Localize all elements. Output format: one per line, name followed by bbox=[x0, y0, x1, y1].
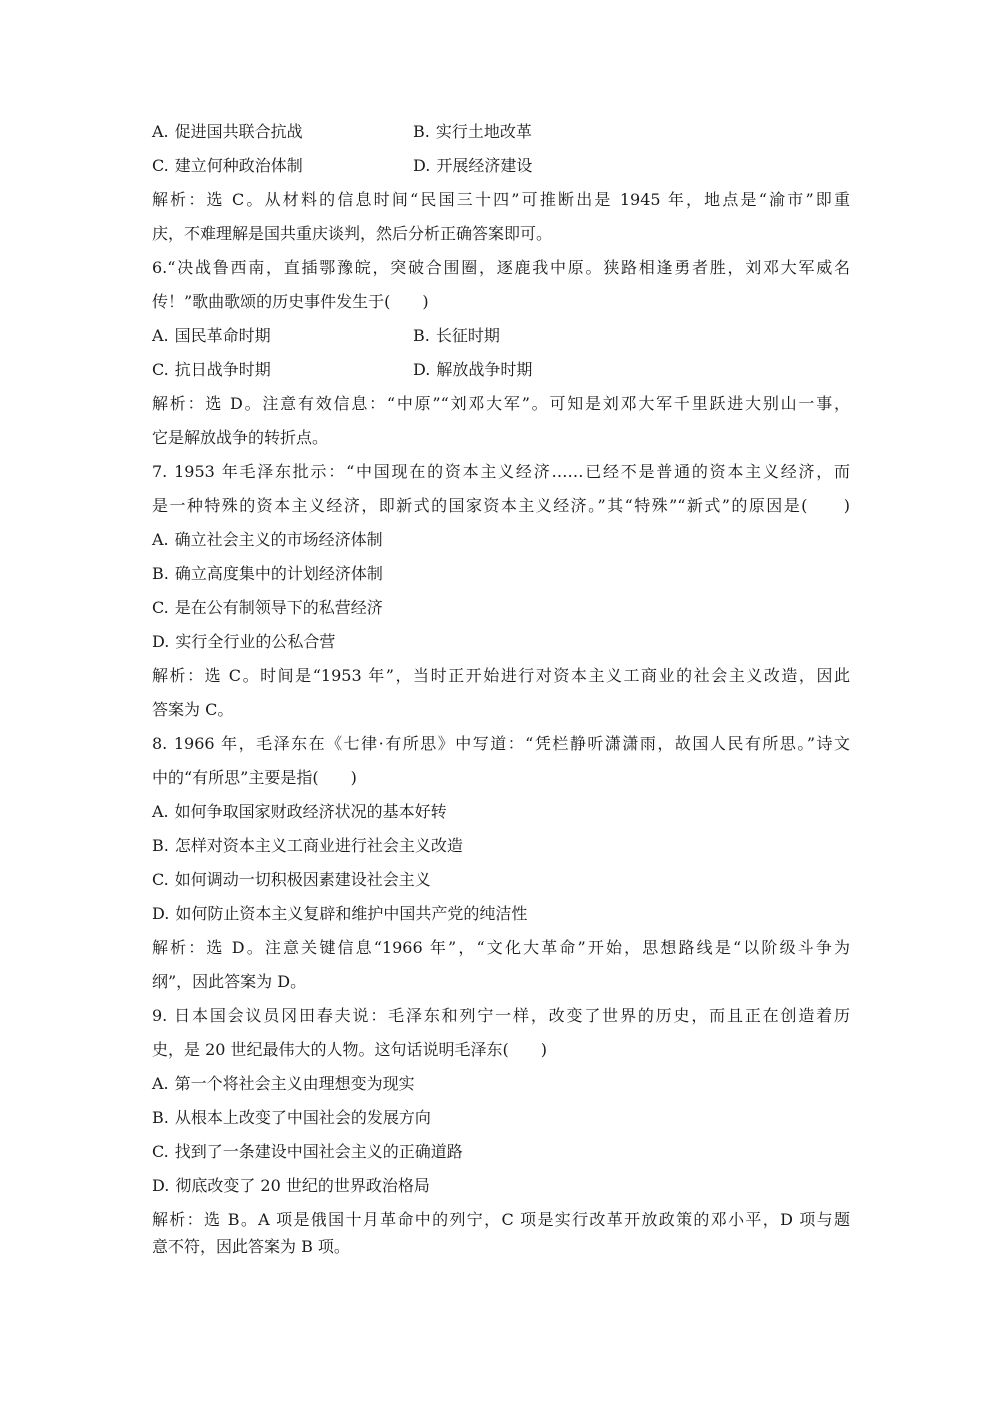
options-row bbox=[152, 322, 850, 356]
question-7 bbox=[152, 458, 850, 730]
question-5 bbox=[152, 118, 850, 254]
options-row bbox=[152, 152, 850, 186]
analysis-line: 解析：选 C。从材料的信息时间“民国三十四”可推断出是 1945 年，地点是“渝市”即重 bbox=[152, 190, 850, 209]
analysis-line: 解析：选 D。注意有效信息：“中原”“刘邓大军”。可知是刘邓大军千里跃进大别山一事， bbox=[152, 394, 850, 413]
analysis-line: 庆，不难理解是国共重庆谈判，然后分析正确答案即可。 bbox=[152, 224, 553, 243]
option-d: D. 如何防止资本主义复辟和维护中国共产党的纯洁性 bbox=[152, 904, 528, 923]
option-a: A. 第一个将社会主义由理想变为现实 bbox=[152, 1074, 415, 1093]
question-stem: 中的“有所思”主要是指( ) bbox=[152, 768, 357, 787]
option-d: D. 开展经济建设 bbox=[413, 156, 533, 175]
question-stem: 史，是 20 世纪最伟大的人物。这句话说明毛泽东( ) bbox=[152, 1040, 548, 1059]
analysis-line: 解析：选 C。时间是“1953 年”，当时正开始进行对资本主义工商业的社会主义改造，因此 bbox=[152, 666, 850, 685]
option-c: C. 抗日战争时期 bbox=[152, 360, 271, 379]
option-b: B. 实行土地改革 bbox=[413, 122, 532, 141]
option-d: D. 解放战争时期 bbox=[413, 360, 533, 379]
document-page bbox=[152, 118, 850, 1267]
option-b: B. 确立高度集中的计划经济体制 bbox=[152, 564, 383, 583]
analysis-line: 答案为 C。 bbox=[152, 700, 234, 719]
question-stem: 传！”歌曲歌颂的历史事件发生于( ) bbox=[152, 292, 429, 311]
analysis-line: 解析：选 D。注意关键信息“1966 年”，“文化大革命”开始，思想路线是“以阶级斗争为 bbox=[152, 938, 850, 957]
option-c: C. 如何调动一切积极因素建设社会主义 bbox=[152, 870, 431, 889]
option-c: C. 建立何种政治体制 bbox=[152, 156, 303, 175]
analysis-line: 解析：选 B。A 项是俄国十月革命中的列宁，C 项是实行改革开放政策的邓小平，D 项与题 bbox=[152, 1210, 850, 1229]
analysis-line: 它是解放战争的转折点。 bbox=[152, 428, 329, 447]
analysis-line: 纲”，因此答案为 D。 bbox=[152, 972, 307, 991]
option-a: A. 国民革命时期 bbox=[152, 326, 271, 345]
question-stem: 6.“决战鲁西南，直插鄂豫皖，突破合围圈，逐鹿我中原。狭路相逢勇者胜，刘邓大军威名 bbox=[152, 258, 850, 277]
option-a: A. 促进国共联合抗战 bbox=[152, 122, 303, 141]
option-d: D. 实行全行业的公私合营 bbox=[152, 632, 336, 651]
question-stem: 7. 1953 年毛泽东批示：“中国现在的资本主义经济……已经不是普通的资本主义经济，而 bbox=[152, 462, 850, 481]
option-b: B. 长征时期 bbox=[413, 326, 500, 345]
question-6 bbox=[152, 254, 850, 458]
option-a: A. 确立社会主义的市场经济体制 bbox=[152, 530, 383, 549]
question-8 bbox=[152, 730, 850, 1002]
options-row bbox=[152, 356, 850, 390]
option-a: A. 如何争取国家财政经济状况的基本好转 bbox=[152, 802, 447, 821]
options-row bbox=[152, 118, 850, 152]
option-b: B. 从根本上改变了中国社会的发展方向 bbox=[152, 1108, 431, 1127]
analysis-line: 意不符，因此答案为 B 项。 bbox=[152, 1237, 350, 1256]
question-9 bbox=[152, 1002, 850, 1267]
option-d: D. 彻底改变了 20 世纪的世界政治格局 bbox=[152, 1176, 430, 1195]
option-c: C. 找到了一条建设中国社会主义的正确道路 bbox=[152, 1142, 463, 1161]
option-b: B. 怎样对资本主义工商业进行社会主义改造 bbox=[152, 836, 463, 855]
question-stem: 是一种特殊的资本主义经济，即新式的国家资本主义经济。”其“特殊”“新式”的原因是( ) bbox=[152, 496, 850, 515]
option-c: C. 是在公有制领导下的私营经济 bbox=[152, 598, 383, 617]
question-stem: 8. 1966 年，毛泽东在《七律·有所思》中写道：“凭栏静听潇潇雨，故国人民有所思。”诗文 bbox=[152, 734, 850, 753]
question-stem: 9. 日本国会议员冈田春夫说：毛泽东和列宁一样，改变了世界的历史，而且正在创造着历 bbox=[152, 1006, 850, 1025]
